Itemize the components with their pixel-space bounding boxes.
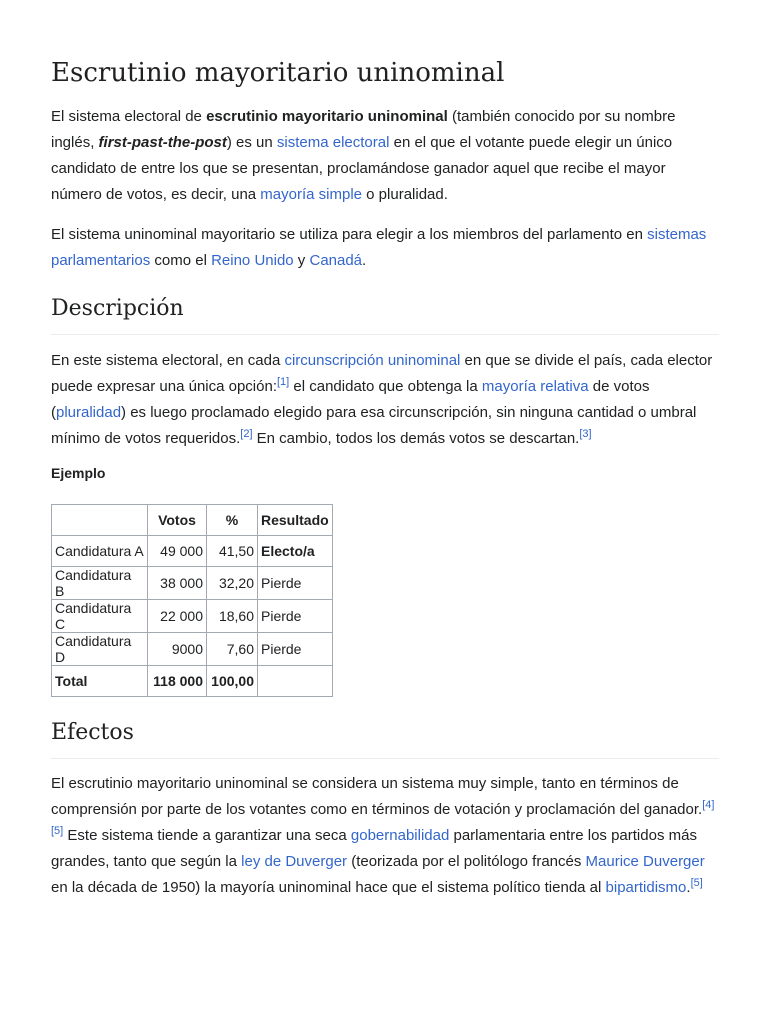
table-row bbox=[52, 600, 333, 633]
section-heading-descripcion: Descripción bbox=[51, 294, 719, 335]
link-canada[interactable]: Canadá bbox=[309, 252, 363, 269]
link-maurice-duverger[interactable]: Maurice Duverger bbox=[585, 853, 705, 870]
link-bipartidismo[interactable]: bipartidismo bbox=[605, 879, 687, 896]
example-label: Ejemplo bbox=[51, 465, 106, 481]
reference-1[interactable]: [1] bbox=[277, 376, 290, 388]
link-circunscripcion-uninominal[interactable]: circunscripción uninominal bbox=[284, 352, 461, 369]
table-header-cell bbox=[52, 505, 148, 536]
table-cell: 32,20 bbox=[207, 567, 258, 600]
table-cell: Candidatura D bbox=[52, 633, 148, 666]
descripcion-paragraph: En este sistema electoral, en cada circunscripción uninominal en que se divide el país, cada elector puede expresar una única opción:[1] el candidato que obtenga la mayoría relativa de votos (pluralidad) es luego proclamado elegido para esa circunscripción, sin ninguna cantidad o umbral mínimo de votos requeridos.[2] En cambio, todos los demás votos se descartan.[3] bbox=[51, 352, 713, 447]
table-row bbox=[52, 567, 333, 600]
reference-4[interactable]: [4] bbox=[702, 799, 715, 811]
table-header-cell: % bbox=[207, 505, 258, 536]
table-header-cell: Votos bbox=[148, 505, 207, 536]
table-cell: Candidatura B bbox=[52, 567, 148, 600]
link-sistema-electoral[interactable]: sistema electoral bbox=[276, 134, 390, 151]
page-title: Escrutinio mayoritario uninominal bbox=[51, 58, 505, 88]
table-cell: Candidatura C bbox=[52, 600, 148, 633]
reference-3[interactable]: [3] bbox=[579, 428, 592, 440]
table-cell: 118 000 bbox=[148, 666, 207, 697]
intro-paragraph-1: El sistema electoral de escrutinio mayoritario uninominal (también conocido por su nombre inglés, first-past-the-post) es un sistema electoral en el que el votante puede elegir un único candidato de entre los que se presentan, proclamándose ganador aquel que recibe el mayor número de votos, es decir, una mayoría simple o pluralidad. bbox=[51, 108, 676, 203]
link-pluralidad[interactable]: pluralidad bbox=[56, 404, 122, 421]
section-heading-efectos: Efectos bbox=[51, 718, 719, 759]
table-cell: Candidatura A bbox=[52, 536, 148, 567]
table-cell: 22 000 bbox=[148, 600, 207, 633]
reference-5[interactable]: [5] bbox=[51, 825, 64, 837]
link-gobernabilidad[interactable]: gobernabilidad bbox=[350, 827, 450, 844]
table-cell: 41,50 bbox=[207, 536, 258, 567]
table-header-row bbox=[52, 505, 333, 536]
table-cell: Pierde bbox=[258, 633, 333, 666]
table-cell bbox=[258, 666, 333, 697]
table-cell: 7,60 bbox=[207, 633, 258, 666]
table-cell: 100,00 bbox=[207, 666, 258, 697]
link-ley-de-duverger[interactable]: ley de Duverger bbox=[241, 853, 348, 870]
table-row bbox=[52, 536, 333, 567]
intro-paragraph-2: El sistema uninominal mayoritario se utiliza para elegir a los miembros del parlamento en sistemas parlamentarios como el Reino Unido y Canadá. bbox=[51, 226, 707, 269]
table-cell: 9000 bbox=[148, 633, 207, 666]
table-row bbox=[52, 633, 333, 666]
example-table bbox=[51, 504, 333, 697]
link-mayoria-simple[interactable]: mayoría simple bbox=[260, 186, 362, 203]
table-cell: Pierde bbox=[258, 600, 333, 633]
table-total-row bbox=[52, 666, 333, 697]
link-sistemas-parlamentarios[interactable]: sistemas parlamentarios bbox=[51, 226, 707, 269]
reference-5b[interactable]: [5] bbox=[690, 877, 703, 889]
table-cell: 38 000 bbox=[148, 567, 207, 600]
table-cell: Electo/a bbox=[258, 536, 333, 567]
table-cell: Pierde bbox=[258, 567, 333, 600]
table-cell: 18,60 bbox=[207, 600, 258, 633]
reference-2[interactable]: [2] bbox=[240, 428, 253, 440]
table-header-cell: Resultado bbox=[258, 505, 333, 536]
table-cell: 49 000 bbox=[148, 536, 207, 567]
efectos-paragraph: El escrutinio mayoritario uninominal se considera un sistema muy simple, tanto en términos de comprensión por parte de los votantes como en términos de votación y proclamación del ganador.[4] [5] Este sistema tiende a garantizar una seca gobernabilidad parlamentaria entre los partidos más grandes, tanto que según la ley de Duverger (teorizada por el politólogo francés Maurice Duverger en la década de 1950) la mayoría uninominal hace que el sistema político tienda al bipartidismo.[5] bbox=[51, 775, 715, 896]
table-cell: Total bbox=[52, 666, 148, 697]
link-reino-unido[interactable]: Reino Unido bbox=[211, 252, 294, 269]
link-mayoria-relativa[interactable]: mayoría relativa bbox=[481, 378, 589, 395]
